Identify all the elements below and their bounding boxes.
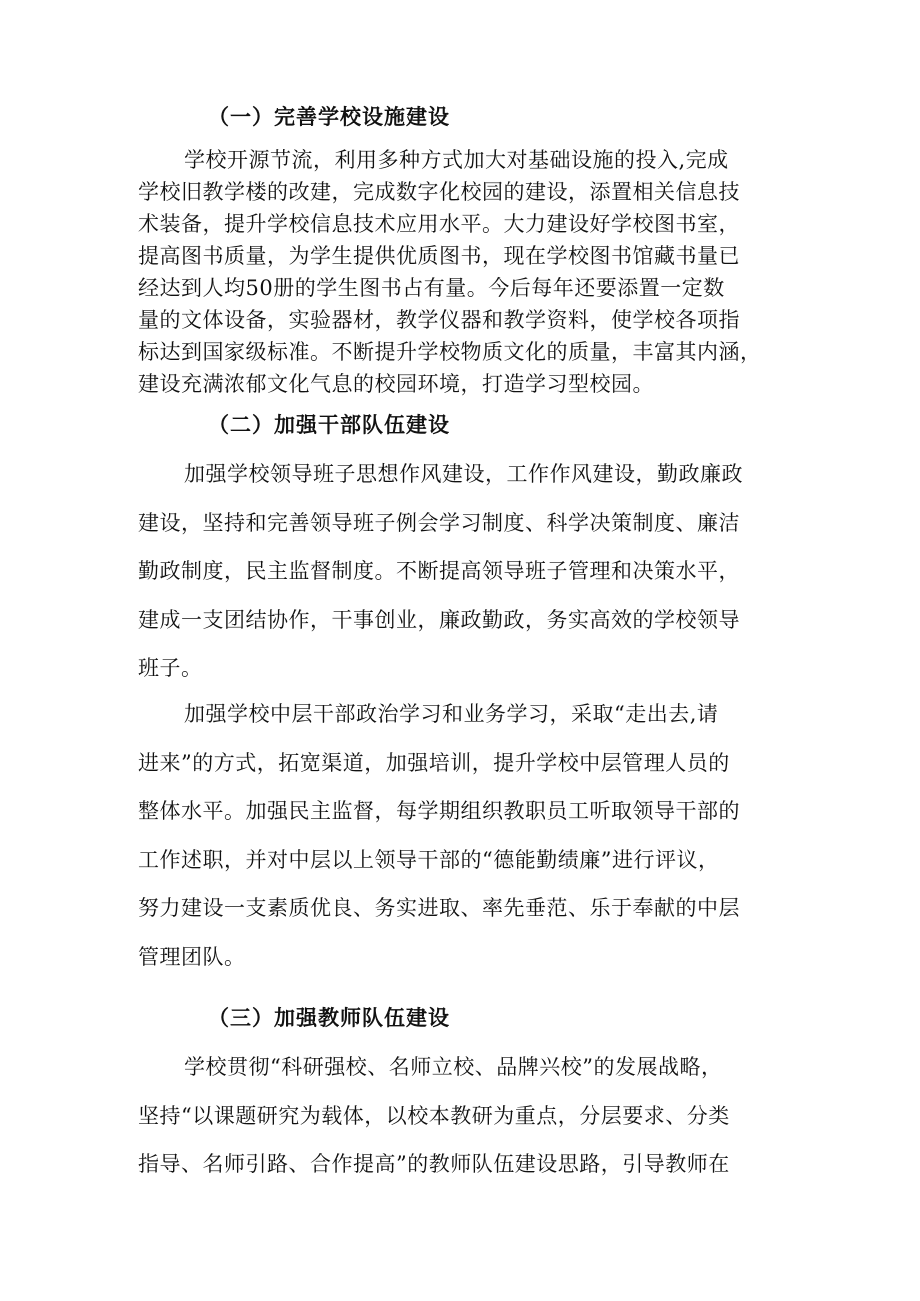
text-line: 学校旧教学楼的改建，完成数字化校园的建设，添置相关信息技 [138,180,740,204]
text-line: 建成一支团结协作，干事创业，廉政勤政，务实高效的学校领导 [138,607,740,632]
text-line: 提高图书质量，为学生提供优质图书，现在学校图书馆藏书量已 [138,244,740,268]
text-line: 建设，坚持和完善领导班子例会学习制度、科学决策制度、廉洁 [138,510,740,535]
section-3-paragraph-1 [138,1043,798,1189]
text-line: 标达到国家级标准。不断提升学校物质文化的质量，丰富其内涵， [138,340,762,364]
text-line: 加强学校中层干部政治学习和业务学习，采取“走出去,请 [184,702,719,726]
section-heading-3: （三）加强教师队伍建设 [208,1006,450,1030]
text-line: 建设充满浓郁文化气息的校园环境，打造学习型校园。 [138,372,654,396]
text-line: 术装备，提升学校信息技术应用水平。大力建设好学校图书室， [138,212,740,236]
section-heading-1: （一）完善学校设施建设 [208,105,450,129]
text-line: 坚持“以课题研究为载体，以校本教研为重点，分层要求、分类 [138,1103,730,1128]
text-line: 学校贯彻“科研强校、名师立校、品牌兴校”的发展战略， [184,1055,723,1079]
section-heading-2: （二）加强干部队伍建设 [208,413,450,437]
text-line: 指导、名师引路、合作提高”的教师队伍建设思路，引导教师在 [138,1152,730,1176]
text-line: 进来”的方式，拓宽渠道，加强培训，提升学校中层管理人员的 [138,750,730,775]
text-line: 加强学校领导班子思想作风建设，工作作风建设，勤政廉政 [184,462,743,486]
text-line: 努力建设一支素质优良、务实进取、率先垂范、乐于奉献的中层 [138,896,740,920]
text-line: 班子。 [138,656,203,680]
text-line: 工作述职，并对中层以上领导干部的“德能勤绩廉”进行评议， [138,847,720,872]
text-line: 整体水平。加强民主监督，每学期组织教职员工听取领导干部的 [138,799,740,823]
text-line: 管理团队。 [138,944,246,969]
section-2-paragraph-2 [138,690,798,981]
text-line: 经达到人均50册的学生图书占有量。今后每年还要添置一定数 [138,276,725,300]
text-line: 勤政制度，民主监督制度。不断提高领导班子管理和决策水平， [138,559,740,583]
section-1-paragraph-1 [138,144,798,400]
text-line: 量的文体设备，实验器材，教学仪器和教学资料，使学校各项指 [138,308,740,332]
section-2-paragraph-1 [138,450,798,693]
text-line: 学校开源节流，利用多种方式加大对基础设施的投入,完成 [184,148,729,172]
